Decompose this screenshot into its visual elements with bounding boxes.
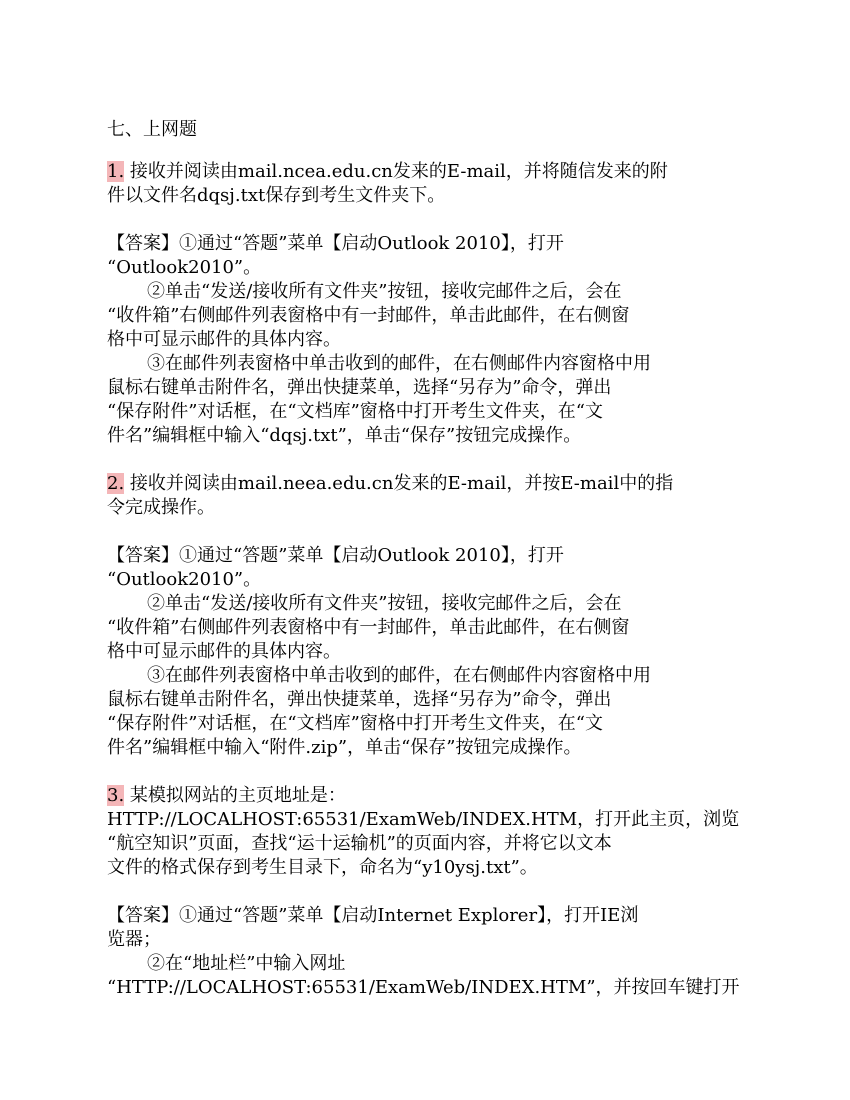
question-1 (107, 160, 747, 208)
answer-line: 鼠标右键单击附件名，弹出快捷菜单，选择“另存为”命令，弹出 (107, 377, 612, 398)
answer-line: 格中可显示邮件的具体内容。 (107, 329, 341, 350)
answer-line: “收件箱”右侧邮件列表窗格中有一封邮件，单击此邮件，在右侧窗 (107, 617, 630, 638)
answer-line: ③在邮件列表窗格中单击收到的邮件，在右侧邮件内容窗格中用 (147, 353, 651, 374)
answer-line: ②在“地址栏”中输入网址 (147, 953, 346, 974)
answer-line: “保存附件”对话框，在“文档库”窗格中打开考生文件夹，在“文 (107, 401, 604, 422)
answer-line: 格中可显示邮件的具体内容。 (107, 641, 341, 662)
answer-line: “收件箱”右侧邮件列表窗格中有一封邮件，单击此邮件，在右侧窗 (107, 305, 630, 326)
answer-line: 件名”编辑框中输入“dqsj.txt”，单击“保存”按钮完成操作。 (107, 425, 582, 446)
answer-line: 【答案】①通过“答题”菜单【启动Internet Explorer】，打开IE浏 (107, 905, 639, 926)
question-text: 文件的格式保存到考生目录下，命名为“y10ysj.txt”。 (107, 857, 538, 878)
question-text: “航空知识”页面，查找“运十运输机”的页面内容，并将它以文本 (107, 833, 612, 854)
question-text: 令完成操作。 (107, 497, 215, 518)
answer-line: “Outlook2010”。 (107, 569, 262, 590)
answer-line: “保存附件”对话框，在“文档库”窗格中打开考生文件夹，在“文 (107, 713, 604, 734)
answer-line: 【答案】①通过“答题”菜单【启动Outlook 2010】，打开 (107, 233, 564, 254)
answer-line: 鼠标右键单击附件名，弹出快捷菜单，选择“另存为”命令，弹出 (107, 689, 612, 710)
question-number: 2. (107, 473, 125, 494)
answer-line: 览器； (107, 929, 161, 950)
answer-2 (107, 544, 747, 760)
question-text: 件以文件名dqsj.txt保存到考生文件夹下。 (107, 185, 446, 206)
answer-line: 【答案】①通过“答题”菜单【启动Outlook 2010】，打开 (107, 545, 564, 566)
question-number: 1. (107, 161, 125, 182)
question-text: 接收并阅读由mail.neea.edu.cn发来的E-mail，并按E-mail中的指 (124, 473, 674, 494)
section-title: 七、上网题 (107, 119, 197, 140)
question-text: 某模拟网站的主页地址是： (124, 785, 346, 806)
question-2 (107, 472, 747, 520)
document-page (107, 118, 747, 1000)
answer-line: “Outlook2010”。 (107, 257, 262, 278)
question-text: 接收并阅读由mail.ncea.edu.cn发来的E-mail，并将随信发来的附 (124, 161, 668, 182)
answer-line: “HTTP://LOCALHOST:65531/ExamWeb/INDEX.HTM”，并按回车键打开 (107, 977, 740, 998)
answer-line: ②单击“发送/接收所有文件夹”按钮，接收完邮件之后，会在 (147, 281, 622, 302)
question-3 (107, 784, 747, 880)
answer-line: 件名”编辑框中输入“附件.zip”，单击“保存”按钮完成操作。 (107, 737, 582, 758)
answer-line: ③在邮件列表窗格中单击收到的邮件，在右侧邮件内容窗格中用 (147, 665, 651, 686)
question-number: 3. (107, 785, 125, 806)
question-text: HTTP://LOCALHOST:65531/ExamWeb/INDEX.HTM，打开此主页，浏览 (107, 809, 740, 830)
answer-3 (107, 904, 747, 1000)
answer-line: ②单击“发送/接收所有文件夹”按钮，接收完邮件之后，会在 (147, 593, 622, 614)
answer-1 (107, 232, 747, 448)
